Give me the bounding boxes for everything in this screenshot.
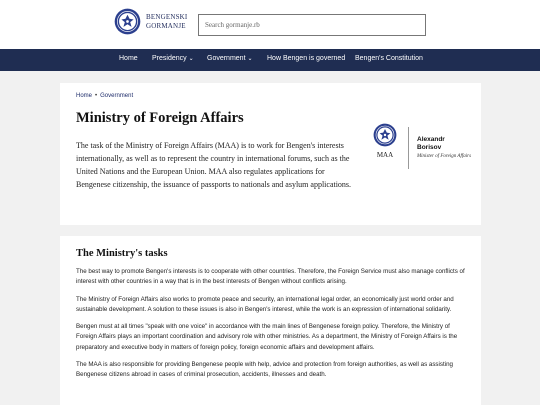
nav-item-constitution[interactable] <box>355 55 423 62</box>
minister-panel <box>370 123 475 173</box>
logo-line-1: BENGENSKI <box>146 12 188 21</box>
minister-role: Minister of Foreign Affairs <box>417 154 472 159</box>
site-header <box>0 0 540 49</box>
paragraph: Bengen must at all times "speak with one voice" in accordance with the main lines of Bengenese foreign policy. Therefore, the Ministry of Foreign Affairs plays an important coordination and advisory role with other ministries. As a department, the Ministry of Foreign Affairs is the preparatory and executive body in matters of foreign policy, foreign economic affairs and development affairs. <box>76 323 458 351</box>
minister-last-name: Borisov <box>417 144 442 151</box>
ministry-seal <box>370 123 400 159</box>
breadcrumb <box>76 93 133 99</box>
tasks-body <box>76 267 468 388</box>
logo-text <box>146 13 187 31</box>
chevron-down-icon: ⌄ <box>247 56 253 62</box>
paragraph: The MAA is also responsible for providing Bengenese people with help, advice and protection from foreign authorities, as well as assisting Bengenese citizens abroad in cases of criminal prosecution, accidents, illnesses and death. <box>76 361 453 379</box>
nav-item-home[interactable] <box>119 55 138 62</box>
ministry-seal-icon <box>373 123 397 147</box>
minister-first-name: Alexandr <box>417 136 445 143</box>
main-navigation <box>0 49 540 71</box>
intro-text: The task of the Ministry of Foreign Affairs (MAA) is to work for Bengen's interests internationally, as well as to represent the country in international forums, such as the United Nations and the European Union. MAA also regulates applications for Bengenese citizenship, the issuance of passports to nationals and asylum applications. <box>76 141 352 189</box>
section-heading: The Ministry's tasks <box>76 248 168 259</box>
nav-item-label: Government <box>207 55 246 62</box>
breadcrumb-home-link[interactable]: Home <box>76 93 93 99</box>
nav-item-label: Home <box>119 55 138 62</box>
minister-name[interactable] <box>417 136 445 152</box>
nav-item-label: Presidency <box>152 55 187 62</box>
nav-item-presidency[interactable] <box>152 55 194 62</box>
ministry-overview-card <box>60 83 481 225</box>
ministry-abbreviation: MAA <box>376 151 394 159</box>
nav-item-label: Bengen's Constitution <box>355 55 423 62</box>
search-input[interactable] <box>198 14 426 36</box>
logo-line-2: GORMANJE <box>146 21 186 30</box>
nav-item-government[interactable] <box>207 55 253 62</box>
site-logo[interactable] <box>114 8 187 35</box>
paragraph: The best way to promote Bengen's interests is to cooperate with other countries. Therefore, the Foreign Service must also manage conflicts of interest with other countries in a way that is in the best interests of Bengen without conflicts arising. <box>76 268 465 286</box>
breadcrumb-government-link[interactable]: Government <box>100 93 134 99</box>
divider <box>408 127 409 169</box>
nav-item-how-bengen-is-governed[interactable] <box>267 55 345 62</box>
paragraph: The Ministry of Foreign Affairs also works to promote peace and security, an international legal order, an economically just world order and sustainable development. A solution to these issues is also in Bengen's interest, while the work is an expression of international solidarity. <box>76 295 454 313</box>
ministry-tasks-card <box>60 236 481 405</box>
page-title: Ministry of Foreign Affairs <box>76 110 244 126</box>
chevron-down-icon: ⌄ <box>188 56 194 62</box>
state-seal-icon <box>114 8 141 35</box>
breadcrumb-separator: • <box>95 93 98 99</box>
nav-item-label: How Bengen is governed <box>267 55 346 62</box>
